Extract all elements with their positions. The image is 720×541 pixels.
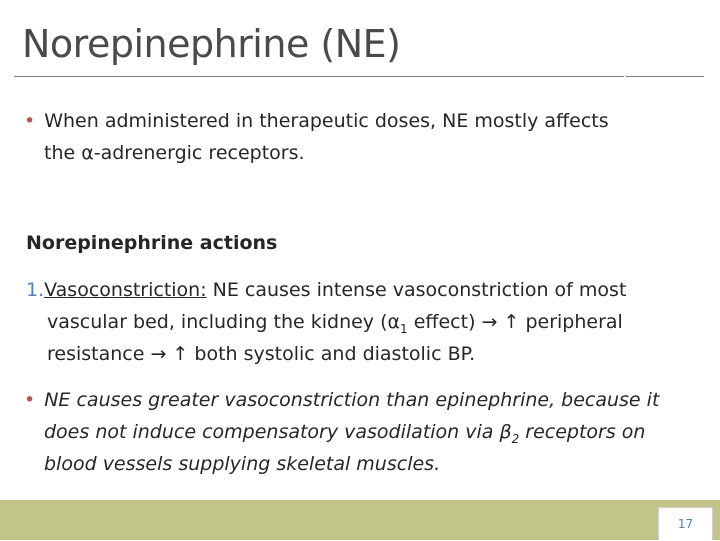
alpha-subscript: 1: [400, 321, 408, 336]
numbered-item-vasoconstriction: [26, 274, 686, 370]
beta-subscript: 2: [511, 431, 520, 446]
page-number: 17: [658, 507, 713, 540]
item1-line2-b: effect): [407, 311, 482, 333]
section-heading: Norepinephrine actions: [26, 232, 278, 254]
item1-line1: [26, 274, 686, 306]
bullet-paragraph: [24, 105, 684, 169]
bullet2-line1: NE causes greater vasoconstriction than epinephrine, because it: [44, 389, 660, 411]
bullet1-line1: When administered in therapeutic doses, NE mostly affects: [44, 110, 609, 132]
item1-line2-c: peripheral: [519, 311, 623, 333]
right-arrow-icon: →: [481, 311, 498, 333]
item1-line3-b: both systolic and diastolic BP.: [188, 343, 476, 365]
item1-line1-rest: NE causes intense vasoconstriction of most: [206, 279, 627, 301]
item1-line3-a: resistance: [47, 343, 151, 365]
title-divider-end: [626, 76, 704, 77]
item1-line3: [26, 338, 686, 370]
bullet2-line3: blood vessels supplying skeletal muscles.: [44, 453, 441, 475]
bullet-receptors: [24, 105, 684, 169]
up-arrow-icon: ↑: [172, 343, 189, 365]
item-term: Vasoconstriction:: [44, 279, 207, 301]
title-divider: [14, 76, 624, 77]
item1-line2: [26, 306, 686, 338]
bullet1-line2: the α-adrenergic receptors.: [44, 142, 305, 164]
bullet-vasodilation: [24, 384, 684, 480]
up-arrow-icon: ↑: [503, 311, 520, 333]
bullet-paragraph: [24, 384, 684, 480]
right-arrow-icon: →: [150, 343, 167, 365]
footer-bar: [0, 500, 720, 540]
bullet-marker: •: [24, 110, 36, 132]
bullet2-line2-a: does not induce compensatory vasodilation via β: [44, 421, 512, 443]
item-number: 1.: [26, 279, 45, 301]
slide-title: Norepinephrine (NE): [22, 22, 401, 66]
item1-line2-a: vascular bed, including the kidney (α: [47, 311, 401, 333]
bullet2-line2-b: receptors on: [519, 421, 646, 443]
bullet-marker: •: [24, 389, 36, 411]
